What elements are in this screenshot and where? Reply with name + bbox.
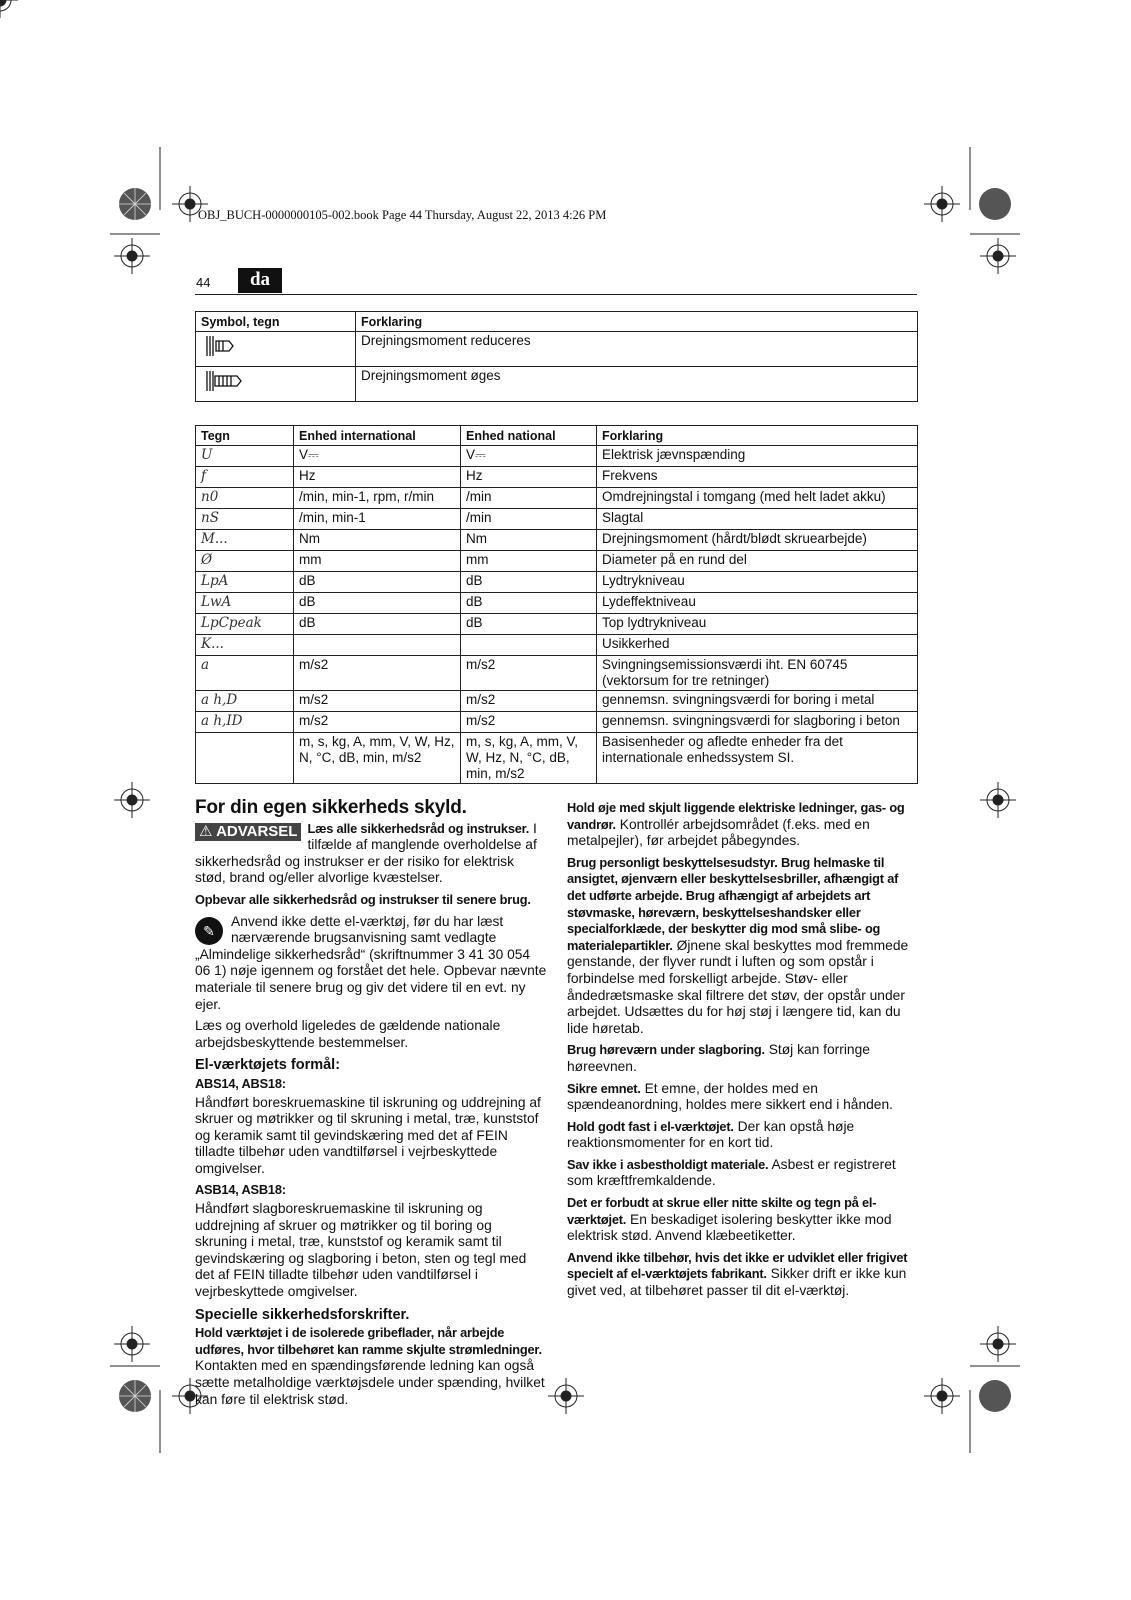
- symbol-row-explanation: Drejningsmoment øges: [356, 367, 918, 402]
- table-row: [196, 733, 918, 784]
- unit-sign: Ø: [196, 551, 294, 572]
- table-row: [196, 656, 918, 691]
- warning-text: I tilfælde af manglende overholdelse af sikkerhedsråd og instrukser er der risiko for elektrisk stød, brand og/eller alvorlige kvæstelser.: [195, 820, 537, 886]
- national-regulations-text: Læs og overhold ligeledes de gældende nationale arbejdsbeskyttende bestemmelser.: [195, 1018, 501, 1050]
- table-row: [196, 530, 918, 551]
- symbol-table-header-symbol: Symbol, tegn: [196, 312, 356, 332]
- unit-national: mm: [461, 551, 597, 572]
- safety-rule-text: Kontrollér arbejdsområdet (f.eks. med en metalpejler), før arbejdet påbegyndes.: [567, 816, 870, 849]
- table-row: [196, 367, 918, 402]
- units-header-explanation: Forklaring: [597, 426, 918, 446]
- table-row: [196, 488, 918, 509]
- left-column: [195, 797, 547, 1413]
- safety-rule-bold: Hold øje med skjult liggende elektriske ledninger, gas- og vandrør.: [567, 800, 905, 832]
- unit-sign: a h,D: [196, 691, 294, 712]
- unit-sign: LwA: [196, 593, 294, 614]
- safety-rule-text: En beskadiget isolering beskytter ikke mod elektrisk stød. Anvend klæbeetiketter.: [567, 1211, 892, 1244]
- unit-sign: LpA: [196, 572, 294, 593]
- table-row: [196, 446, 918, 467]
- unit-international: m, s, kg, A, mm, V, W, Hz, N, °C, dB, min, m/s2: [294, 733, 461, 784]
- torque-decrease-icon: [196, 332, 356, 367]
- safety-rule-text: Der kan opstå høje reaktionsmomenter for en kort tid.: [567, 1118, 855, 1151]
- table-row: [196, 614, 918, 635]
- safety-heading: For din egen sikkerheds skyld.: [195, 797, 467, 818]
- safety-rule-text: Støj kan forringe høreevnen.: [567, 1042, 870, 1074]
- unit-international: [294, 635, 461, 656]
- unit-sign: f: [196, 467, 294, 488]
- table-row: [196, 332, 918, 367]
- warning-badge: ⚠ ADVARSEL: [195, 823, 301, 842]
- unit-national: /min: [461, 509, 597, 530]
- unit-sign: n0: [196, 488, 294, 509]
- symbol-table: [195, 311, 918, 402]
- unit-international: /min, min-1, rpm, r/min: [294, 488, 461, 509]
- unit-international: m/s2: [294, 656, 461, 691]
- unit-explanation: gennemsn. svingningsværdi for boring i metal: [597, 691, 918, 712]
- symbol-table-header-explanation: Forklaring: [356, 312, 918, 332]
- table-row: [196, 635, 918, 656]
- units-header-national: Enhed national: [461, 426, 597, 446]
- unit-international: dB: [294, 593, 461, 614]
- unit-sign: LpCpeak: [196, 614, 294, 635]
- safety-rule-bold: Sikre emnet.: [567, 1080, 641, 1096]
- table-row: [196, 712, 918, 733]
- safety-rule-text: Asbest er registreret som kræftfremkaldende.: [567, 1156, 896, 1189]
- safety-rule-text: Øjnene skal beskyttes mod fremmede genstande, der flyver rundt i luften og som opstår i forbindelse med forskelligt arbejde. Støv- eller åndedrætsmaske skal filtrere det støv, der opstår under arbejdet. Udsættes du for høj støj i længere tid, kan du lide høretab.: [567, 937, 909, 1036]
- units-header-international: Enhed international: [294, 426, 461, 446]
- unit-international: Nm: [294, 530, 461, 551]
- unit-international: Hz: [294, 467, 461, 488]
- safety-rule-text: Kontakten med en spændingsførende ledning kan også sætte metalholdige værktøjsdele under spænding, hvilket kan føre til elektrisk stød.: [195, 1358, 545, 1407]
- safety-rule-bold: Hold værktøjet i de isolerede gribeflader, når arbejde udføres, hvor tilbehøret kan ramme skjulte strømledninger.: [195, 1325, 542, 1357]
- safety-rule-bold: Anvend ikke tilbehør, hvis det ikke er udviklet eller frigivet specielt af el-værktøjets fabrikant.: [567, 1249, 908, 1282]
- read-manual-text: Anvend ikke dette el-værktøj, før du har læst nærværende brugsanvisning samt vedlagte „Almindelige sikkerhedsråd“ (skriftnummer 3 41 30 054 06 1) nøje igennem og forstået det hele. Opbevar nævnte materiale til senere brug og giv det videre til en evt. ny ejer.: [195, 913, 547, 1012]
- unit-explanation: Svingningsemissionsværdi iht. EN 60745 (vektorsum for tre retninger): [597, 656, 918, 691]
- unit-national: V⎓: [461, 446, 597, 467]
- safety-rule-bold: Brug personligt beskyttelsesudstyr. Brug helmaske til ansigtet, øjenværn eller beskyttelsesbriller, afhængigt af det udførte arbejde. Brug afhængigt af arbejdets art støvmaske, høreværn, beskyttelseshandsker eller specialforklæde, der beskytter dig mod små slibe- og materialepartikler.: [567, 854, 899, 953]
- unit-national: /min: [461, 488, 597, 509]
- unit-national: m/s2: [461, 691, 597, 712]
- table-row: [196, 509, 918, 530]
- safety-rule-text: Et emne, der holdes med en spændeanordning, holdes mere sikkert end i hånden.: [567, 1080, 893, 1113]
- unit-explanation: Lydeffektniveau: [597, 593, 918, 614]
- unit-national: Nm: [461, 530, 597, 551]
- table-row: [196, 593, 918, 614]
- unit-national: Hz: [461, 467, 597, 488]
- table-row: [196, 691, 918, 712]
- language-badge: da: [238, 268, 282, 293]
- unit-sign: U: [196, 446, 294, 467]
- units-table: [195, 425, 918, 784]
- safety-rule-bold: Sav ikke i asbestholdigt materiale.: [567, 1156, 769, 1172]
- unit-international: m/s2: [294, 712, 461, 733]
- unit-international: mm: [294, 551, 461, 572]
- safety-rule-bold: Det er forbudt at skrue eller nitte skilte og tegn på el-værktøjet.: [567, 1195, 877, 1227]
- unit-explanation: Diameter på en rund del: [597, 551, 918, 572]
- special-safety-heading: Specielle sikkerhedsforskrifter.: [195, 1306, 410, 1323]
- header-rule: [195, 294, 917, 295]
- safety-rule-bold: Hold godt fast i el-værktøjet.: [567, 1118, 734, 1134]
- page-number: 44: [196, 275, 211, 290]
- unit-sign: M...: [196, 530, 294, 551]
- read-manual-icon: ✎: [195, 917, 223, 945]
- model-description: Håndført boreskruemaskine til iskruning og uddrejning af skruer og møtrikker og til skruning i metal, træ, kunststof og keramik samt til gevindskæring med det af FEIN tilladte tilbehør uden vandtilførsel i vejrbeskyttede omgivelser.: [195, 1094, 541, 1176]
- unit-explanation: Omdrejningstal i tomgang (med helt ladet akku): [597, 488, 918, 509]
- table-row: [196, 551, 918, 572]
- safety-rule-text: Sikker drift er ikke kun givet ved, at tilbehøret passer til dit el-værktøj.: [567, 1266, 907, 1299]
- unit-explanation: Usikkerhed: [597, 635, 918, 656]
- unit-international: m/s2: [294, 691, 461, 712]
- table-row: [196, 572, 918, 593]
- unit-national: m/s2: [461, 656, 597, 691]
- model-description: Håndført slagboreskruemaskine til iskruning og uddrejning af skruer og møtrikker og til boring og skruning i metal, træ, kunststof og keramik samt til gevindskæring og slagboring i beton, sten og tegl med det af FEIN tilladte tilbehør uden vandtilførsel i vejrbeskyttede omgivelser.: [195, 1201, 527, 1300]
- purpose-heading: El-værktøjets formål:: [195, 1057, 341, 1074]
- torque-increase-icon: [196, 367, 356, 402]
- safety-rule-bold: Brug høreværn under slagboring.: [567, 1042, 765, 1058]
- unit-national: dB: [461, 593, 597, 614]
- unit-sign: [196, 733, 294, 784]
- warning-label: ADVARSEL: [216, 822, 298, 840]
- unit-sign: K...: [196, 635, 294, 656]
- unit-explanation: Frekvens: [597, 467, 918, 488]
- unit-national: m, s, kg, A, mm, V, W, Hz, N, °C, dB, min, m/s2: [461, 733, 597, 784]
- warning-bold: Læs alle sikkerhedsråd og instrukser.: [307, 820, 530, 836]
- model-label: ASB14, ASB18:: [195, 1182, 286, 1198]
- unit-sign: a: [196, 656, 294, 691]
- unit-explanation: Elektrisk jævnspænding: [597, 446, 918, 467]
- unit-explanation: Drejningsmoment (hårdt/blødt skruearbejde): [597, 530, 918, 551]
- unit-international: /min, min-1: [294, 509, 461, 530]
- unit-explanation: Lydtrykniveau: [597, 572, 918, 593]
- unit-explanation: Top lydtrykniveau: [597, 614, 918, 635]
- unit-national: [461, 635, 597, 656]
- unit-international: V⎓: [294, 446, 461, 467]
- unit-national: m/s2: [461, 712, 597, 733]
- model-label: ABS14, ABS18:: [195, 1075, 286, 1091]
- unit-explanation: Basisenheder og afledte enheder fra det internationale enhedssystem SI.: [597, 733, 918, 784]
- symbol-row-explanation: Drejningsmoment reduceres: [356, 332, 918, 367]
- units-header-sign: Tegn: [196, 426, 294, 446]
- file-header-line: OBJ_BUCH-0000000105-002.book Page 44 Thursday, August 22, 2013 4:26 PM: [198, 208, 607, 222]
- keep-instructions: Opbevar alle sikkerhedsråd og instrukser til senere brug.: [195, 891, 531, 907]
- right-column: [567, 800, 919, 1305]
- unit-sign: nS: [196, 509, 294, 530]
- unit-explanation: Slagtal: [597, 509, 918, 530]
- unit-international: dB: [294, 572, 461, 593]
- table-row: [196, 467, 918, 488]
- unit-national: dB: [461, 572, 597, 593]
- unit-national: dB: [461, 614, 597, 635]
- unit-sign: a h,ID: [196, 712, 294, 733]
- unit-explanation: gennemsn. svingningsværdi for slagboring i beton: [597, 712, 918, 733]
- unit-international: dB: [294, 614, 461, 635]
